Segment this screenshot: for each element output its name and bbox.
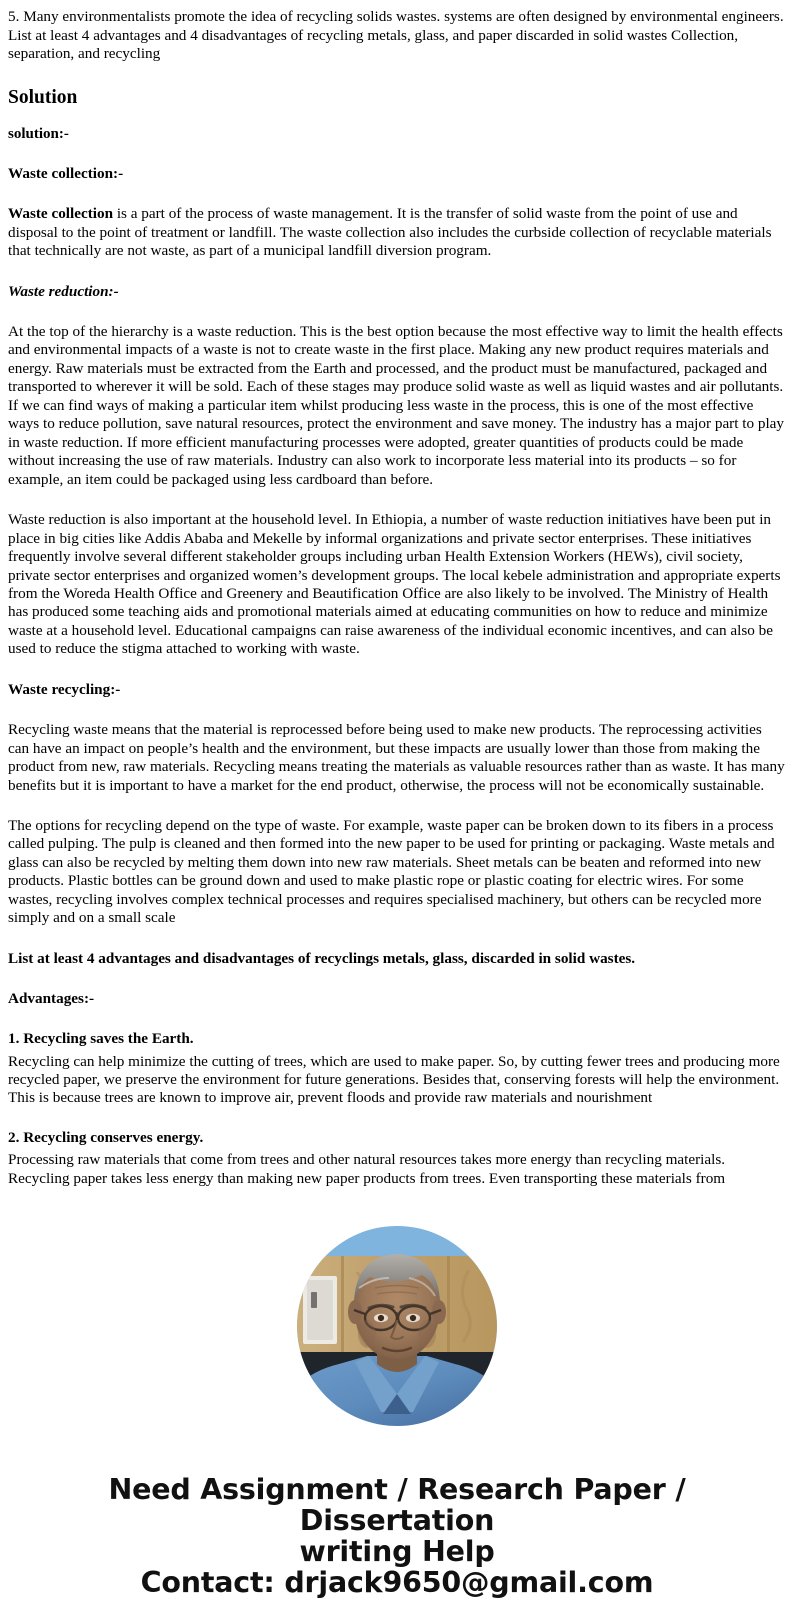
advantages-label: Advantages:-	[8, 990, 95, 1008]
waste-reduction-paragraph-1: At the top of the hierarchy is a waste reduction. This is the best option because the most effective way to limit the health effects and environmental impacts of a waste is not to create waste in the first place. Making any new product requires materials and energy. Raw materials must be extracted from the Earth and processed, and the product must be manufactured, packaged and transported to wherever it will be sold. Each of these stages may produce solid waste as well as liquid wastes and air pollutants. If we can find ways of making a particular item whilst producing less waste in the process, this is one of the most effective ways to reduce pollution, save natural resources, protect the environment and save money. The industry has a major part to play in waste reduction. If more efficient manufacturing processes were adopted, greater quantities of products could be made without increasing the use of raw materials. Industry can also work to incorporate less material into its products – so for example, an item could be packaged using less cardboard than before.	[8, 322, 785, 488]
waste-reduction-heading: Waste reduction:-	[8, 282, 119, 300]
waste-collection-body-run: is a part of the process of waste management. It is the transfer of solid waste from the point of use and disposal to the point of treatment or landfill. The waste collection also includes the curbside collection of recyclable materials that technically are not waste, as part of a municipal landfill diversion program.	[8, 205, 772, 260]
advantage-heading: 2. Recycling conserves energy.	[8, 1128, 204, 1146]
waste-recycling-heading: Waste recycling:-	[8, 680, 121, 698]
avatar-container	[8, 1226, 786, 1426]
waste-recycling-paragraph-2: The options for recycling depend on the type of waste. For example, waste paper can be broken down to its fibers in a process called pulping. The pulp is cleaned and then formed into the new paper to be used for printing or packaging. Waste metals and glass can also be recycled by melting them down into new raw materials. Sheet metals can be beaten and reformed into new products. Plastic bottles can be ground down and used to make plastic rope or plastic coating for electric wires. For some wastes, recycling involves complex technical processes and requires specialised machinery, but others can be recycled more simply and on a small scale	[8, 816, 775, 927]
advantage-heading: 1. Recycling saves the Earth.	[8, 1030, 194, 1048]
solution-heading: Solution	[8, 86, 78, 108]
footer-promo	[8, 1474, 786, 1620]
advantage-body: Processing raw materials that come from trees and other natural resources takes more energy than recycling materials. Recycling paper takes less energy than making new paper products from trees. Even transporting these materials from	[8, 1151, 726, 1187]
waste-reduction-paragraph-2: Waste reduction is also important at the household level. In Ethiopia, a number of waste reduction initiatives have been put in place in big cities like Addis Ababa and Mekelle by informal organizations and private sector enterprises. These initiatives frequently involve several different stakeholder groups including urban Health Extension Workers (HEWs), civil society, private sector enterprises and organized women’s development groups. The local kebele administration and appropriate experts from the Woreda Health Office and Greenery and Beautification Office are also likely to be involved. The Ministry of Health has produced some teaching aids and promotional materials aimed at educating communities on how to reduce and minimize waste at a household level. Educational campaigns can raise awareness of the individual economic incentives, and can also be used to reduce the stigma attached to working with waste.	[8, 511, 781, 658]
avatar	[297, 1226, 497, 1426]
waste-collection-heading: Waste collection:-	[8, 165, 124, 183]
footer-contact-line: Contact: drjack9650@gmail.com	[140, 1566, 654, 1600]
footer-line-2: writing Help	[299, 1535, 495, 1569]
list-prompt: List at least 4 advantages and disadvantages of recyclings metals, glass, discarded in solid wastes.	[8, 949, 636, 967]
solution-label: solution:-	[8, 126, 69, 143]
advantage-body: Recycling can help minimize the cutting of trees, which are used to make paper. So, by cutting fewer trees and producing more recycled paper, we preserve the environment for future generations. Besides that, conserving forests will help the environment. This is because trees are known to improve air, prevent floods and provide raw materials and nourishment	[8, 1052, 780, 1107]
question-text: 5. Many environmentalists promote the idea of recycling solids wastes. systems are often designed by environmental engineers. List at least 4 advantages and 4 disadvantages of recycling metals, glass, and paper discarded in solid wastes Collection, separation, and recycling	[8, 8, 784, 63]
waste-collection-lead-run: Waste collection	[8, 205, 114, 223]
waste-collection-paragraph	[8, 205, 786, 260]
advantage-item	[8, 1030, 786, 1108]
waste-recycling-paragraph-1: Recycling waste means that the material is reprocessed before being used to make new products. The reprocessing activities can have an impact on people’s health and the environment, but these impacts are usually lower than those from making the product from new, raw materials. Recycling means treating the materials as valuable resources rather than as waste. It has many benefits but it is important to have a market for the end product, otherwise, the process will not be economically sustainable.	[8, 721, 785, 794]
advantage-item	[8, 1129, 786, 1188]
footer-line-1: Need Assignment / Research Paper / Dissertation	[108, 1473, 686, 1538]
